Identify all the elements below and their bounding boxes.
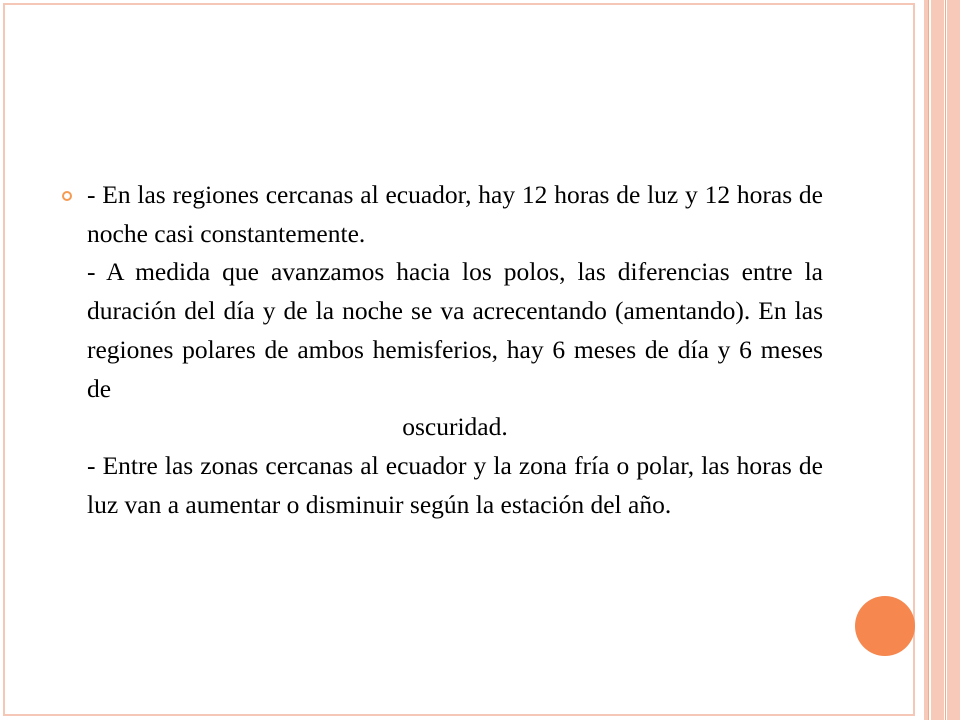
paragraph-polos: - A medida que avanzamos hacia los polos, las diferencias entre la duración del día y de la noche se va acrecentando (amentando). En las regiones polares de ambos hemisferios, hay 6 meses de día y 6 meses de	[87, 257, 823, 403]
paragraph-zonas: - Entre las zonas cercanas al ecuador y la zona fría o polar, las horas de luz van a aumentar o disminuir según la estación del año.	[87, 450, 823, 519]
decorative-stripe-line	[928, 0, 929, 720]
decorative-stripe	[931, 0, 944, 720]
decorative-stripe	[947, 0, 960, 720]
paragraph-ecuador: - En las regiones cercanas al ecuador, hay 12 horas de luz y 12 horas de noche casi constantemente.	[87, 180, 823, 248]
accent-circle	[855, 596, 915, 656]
paragraph-oscuridad: oscuridad.	[402, 412, 508, 442]
slide-body-text	[87, 176, 823, 524]
bullet-circle-icon	[62, 191, 72, 201]
decorative-stripe-line	[945, 0, 946, 720]
